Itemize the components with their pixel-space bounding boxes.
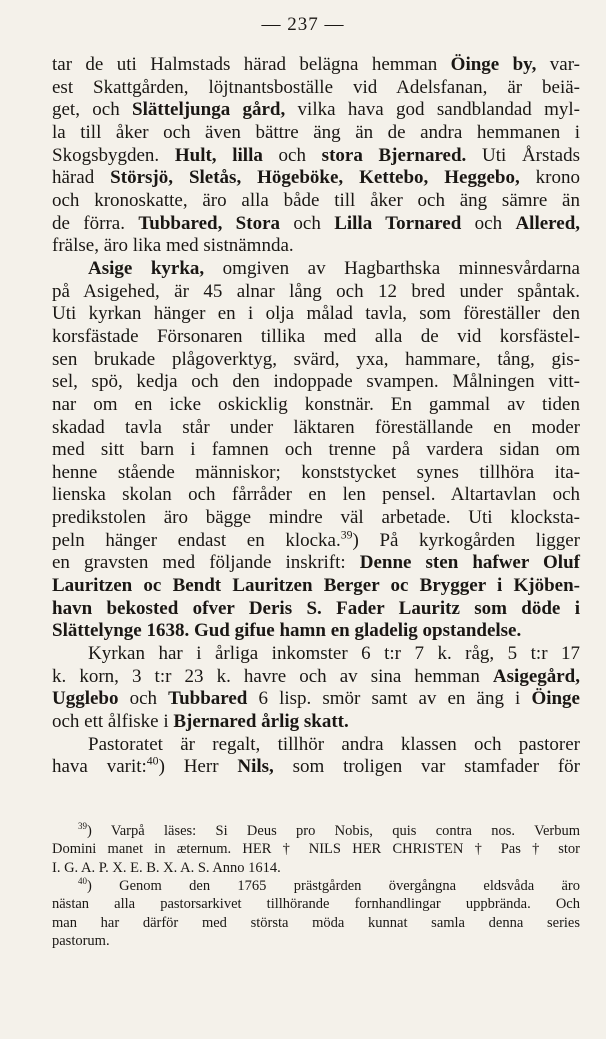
text-run: henne stående människor; konststycket synes tillhöra ita- — [52, 461, 580, 483]
bold-run: Lilla Tornared — [334, 212, 462, 234]
text-run: de förra. — [52, 212, 139, 234]
text-run: och — [461, 212, 516, 234]
bold-run: Hult, lilla — [174, 144, 263, 166]
bold-run: Störsjö, Sletås, Högeböke, Kettebo, Heggebo, — [110, 167, 520, 189]
text-line — [52, 167, 580, 190]
text-run: est Skattgården, löjtnantsboställe vid Adelsfanan, är beiä- — [52, 76, 580, 98]
text-line — [52, 235, 580, 258]
text-line — [52, 734, 580, 757]
text-run: lienska skolan och fårråder en len pensel. Altartavlan och — [52, 484, 580, 506]
text-run: Uti Årstads — [466, 144, 580, 166]
text-line — [52, 575, 580, 598]
text-line — [52, 598, 580, 621]
text-line — [52, 122, 580, 145]
text-line — [52, 326, 580, 349]
text-line — [52, 99, 580, 122]
text-run: get, och — [52, 99, 133, 121]
text-run: ) Herr — [158, 756, 238, 778]
text-line — [52, 666, 580, 689]
footnote-line — [52, 932, 580, 950]
footnote-ref: 40 — [146, 755, 159, 769]
bold-run: Slätteljunga gård, — [132, 99, 286, 121]
footnote-line — [52, 877, 580, 895]
footnote-ref: 39 — [340, 528, 353, 542]
text-run: med sitt barn i famnen och trenne på vardera sidan om — [52, 439, 580, 461]
text-line — [52, 439, 580, 462]
bold-run: Öinge — [531, 688, 580, 710]
text-line — [52, 213, 580, 236]
text-line — [52, 281, 580, 304]
text-line — [52, 77, 580, 100]
footnote-text: Domini manet in æternum. HER † NILS HER CHRISTEN † Pas † stor — [52, 841, 580, 858]
bold-run: Öinge by, — [450, 54, 537, 75]
text-line — [52, 552, 580, 575]
page-number: — 237 — — [261, 14, 345, 35]
main-text — [52, 54, 580, 779]
bold-run: Lauritzen oc Bendt Lauritzen Berger oc Brygger i Kjöben- — [52, 575, 580, 597]
text-line — [52, 643, 580, 666]
text-run: ) På kyrkogården ligger — [352, 529, 581, 551]
text-run: härad — [52, 167, 111, 189]
footnote-text: ) Genom den 1765 prästgården övergångna eldsvåda äro — [86, 878, 580, 894]
footnote-line — [52, 895, 580, 913]
text-run: vilka hava god sandblandad myl- — [285, 99, 580, 121]
text-line — [52, 711, 580, 734]
bold-run: Bjernared årlig skatt. — [173, 711, 349, 733]
text-run: predikstolen äro bägge mindre väl arbetade. Uti klocksta- — [52, 507, 580, 529]
text-run: 6 lisp. smör samt av en äng i — [247, 688, 532, 710]
bold-run: Slättelynge 1638. Gud gifue hamn en gladelig opstandelse. — [52, 620, 522, 642]
text-line — [52, 303, 580, 326]
footnote-text: man har därför med största möda kunnat samla denna series — [52, 914, 580, 931]
text-line — [52, 484, 580, 507]
bold-run: Asigegård, — [492, 665, 580, 687]
footnote-text: pastorum. — [52, 933, 110, 950]
text-run: sel, spö, kedja och den indoppade svampen. Målningen vitt- — [52, 371, 580, 393]
footnote-text: I. G. A. P. X. E. B. X. A. S. Anno 1614. — [52, 859, 281, 876]
bold-run: Tubbared, Stora — [138, 212, 281, 234]
text-run: omgiven av Hagbarthska minnesvårdarna — [204, 257, 580, 279]
text-run: en gravsten med följande inskrift: — [52, 552, 360, 574]
text-run: Skogsbygden. — [52, 144, 175, 166]
text-run: som troligen var stamfader för — [273, 756, 581, 778]
footnote-line — [52, 840, 580, 858]
text-line — [52, 530, 580, 553]
bold-run: Denne sten hafwer Oluf — [359, 552, 580, 574]
text-run: och — [262, 144, 322, 166]
text-line — [52, 145, 580, 168]
text-line — [52, 688, 580, 711]
footnote-mark: 39 — [78, 821, 87, 832]
text-run: var- — [536, 54, 580, 75]
text-line — [52, 756, 580, 779]
text-run: på Asigehed, är 45 alnar lång och 12 bred under spåntak. — [52, 280, 580, 302]
text-run: hava varit: — [52, 756, 147, 778]
bold-run: stora Bjernared. — [321, 144, 467, 166]
text-run: Kyrkan har i årliga inkomster 6 t:r 7 k. råg, 5 t:r 17 — [88, 643, 580, 665]
footnote-line — [52, 822, 580, 840]
text-line — [52, 54, 580, 77]
text-run: och kronoskatte, äro alla både till åker och äng sämre än — [52, 189, 580, 211]
text-line — [52, 620, 580, 643]
text-line — [52, 417, 580, 440]
text-run: och ett ålfiske i — [52, 711, 174, 733]
text-line — [52, 258, 580, 281]
text-run: nar om en icke oskicklig konstnär. En gammal av tiden — [52, 393, 580, 415]
text-run: sen brukade plågoverktyg, svärd, yxa, hammare, tång, gis- — [52, 348, 580, 370]
text-run: frälse, äro lika med sistnämnda. — [52, 235, 294, 257]
text-line — [52, 394, 580, 417]
footnote-mark: 40 — [78, 876, 87, 887]
text-run: krono — [519, 167, 580, 189]
text-run: la till åker och även bättre äng än de andra hemmanen i — [52, 121, 580, 143]
bold-run: Ugglebo — [52, 688, 119, 710]
text-line — [52, 462, 580, 485]
footnote-line — [52, 859, 580, 877]
text-run: peln hänger endast en klocka. — [52, 529, 341, 551]
text-line — [52, 190, 580, 213]
text-run: skadad tavla står under läktaren föreställande en moder — [52, 416, 580, 438]
footnote-40 — [52, 877, 580, 951]
footnote-text: nästan alla pastorsarkivet tillhörande fornhandlingar uppbrända. Och — [52, 896, 580, 913]
bold-run: Tubbared — [168, 688, 248, 710]
text-line — [52, 507, 580, 530]
text-line — [52, 349, 580, 372]
text-run: k. korn, 3 t:r 23 k. havre och av sina hemman — [52, 665, 493, 687]
text-run: Pastoratet är regalt, tillhör andra klassen och pastorer — [88, 733, 580, 755]
text-run: och — [118, 688, 169, 710]
bold-run: Nils, — [237, 756, 274, 778]
bold-run: Asige kyrka, — [88, 257, 205, 279]
text-run: och — [280, 212, 335, 234]
bold-run: Allered, — [515, 212, 581, 234]
bold-run: havn bekosted ofver Deris S. Fader Lauritz som döde i — [52, 597, 580, 619]
footnote-text: ) Varpå läses: Si Deus pro Nobis, quis contra nos. Verbum — [86, 823, 580, 839]
text-run: korsfästade Försonaren tillika med alla de vid korsfästel- — [52, 325, 580, 347]
footnote-39 — [52, 822, 580, 877]
text-run: Uti kyrkan hänger en i olja målad tavla, som föreställer den — [52, 303, 580, 325]
text-run: tar de uti Halmstads härad belägna hemman — [52, 54, 451, 75]
text-line — [52, 371, 580, 394]
footnote-line — [52, 914, 580, 932]
